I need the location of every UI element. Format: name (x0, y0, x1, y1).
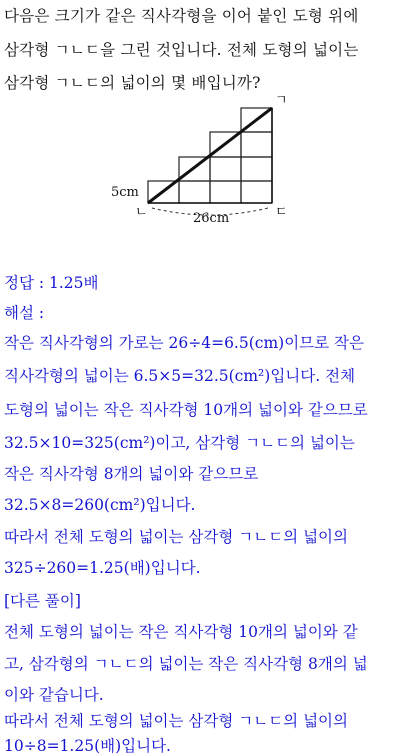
alt-solution-heading: [다른 풀이] (4, 592, 81, 610)
answer-line: 정답 : 1.25배 (4, 274, 99, 292)
explanation-line: 도형의 넓이는 작은 직사각형 10개의 넓이와 같으므로 (4, 401, 368, 419)
explanation-label: 해설 : (4, 304, 45, 322)
explanation-line: 이와 같습니다. (4, 686, 104, 704)
explanation-line: 32.5×10=325(cm²)이고, 삼각형 ㄱㄴㄷ의 넓이는 (4, 434, 355, 452)
explanation-line: 32.5×8=260(cm²)입니다. (4, 496, 196, 514)
explanation-line: 따라서 전체 도형의 넓이는 삼각형 ㄱㄴㄷ의 넓이의 (4, 712, 348, 730)
explanation-line: 325÷260=1.25(배)입니다. (4, 559, 201, 577)
problem-line: 삼각형 ㄱㄴㄷ을 그린 것입니다. 전체 도형의 넓이는 (4, 41, 359, 59)
height-label: 5cm (111, 185, 139, 200)
problem-line: 삼각형 ㄱㄴㄷ의 넓이의 몇 배입니까? (4, 74, 261, 92)
explanation-line: 고, 삼각형의 ㄱㄴㄷ의 넓이는 작은 직사각형 8개의 넓 (4, 655, 368, 673)
vertex-ni-label: ㄴ (135, 205, 148, 220)
explanation-line: 작은 직사각형 8개의 넓이와 같으므로 (4, 465, 259, 483)
width-label: 26cm (193, 211, 230, 226)
vertex-di-label: ㄷ (275, 205, 288, 220)
staircase-figure (0, 0, 400, 240)
problem-line: 다음은 크기가 같은 직사각형을 이어 붙인 도형 위에 (4, 7, 359, 25)
vertex-gi-label: ㄱ (275, 93, 288, 108)
explanation-line: 따라서 전체 도형의 넓이는 삼각형 ㄱㄴㄷ의 넓이의 (4, 528, 348, 546)
explanation-line: 직사각형의 넓이는 6.5×5=32.5(cm²)입니다. 전체 (4, 367, 356, 385)
explanation-line: 전체 도형의 넓이는 작은 직사각형 10개의 넓이와 같 (4, 623, 358, 641)
explanation-line: 작은 직사각형의 가로는 26÷4=6.5(cm)이므로 작은 (4, 334, 364, 352)
explanation-line: 10÷8=1.25(배)입니다. (4, 737, 171, 755)
